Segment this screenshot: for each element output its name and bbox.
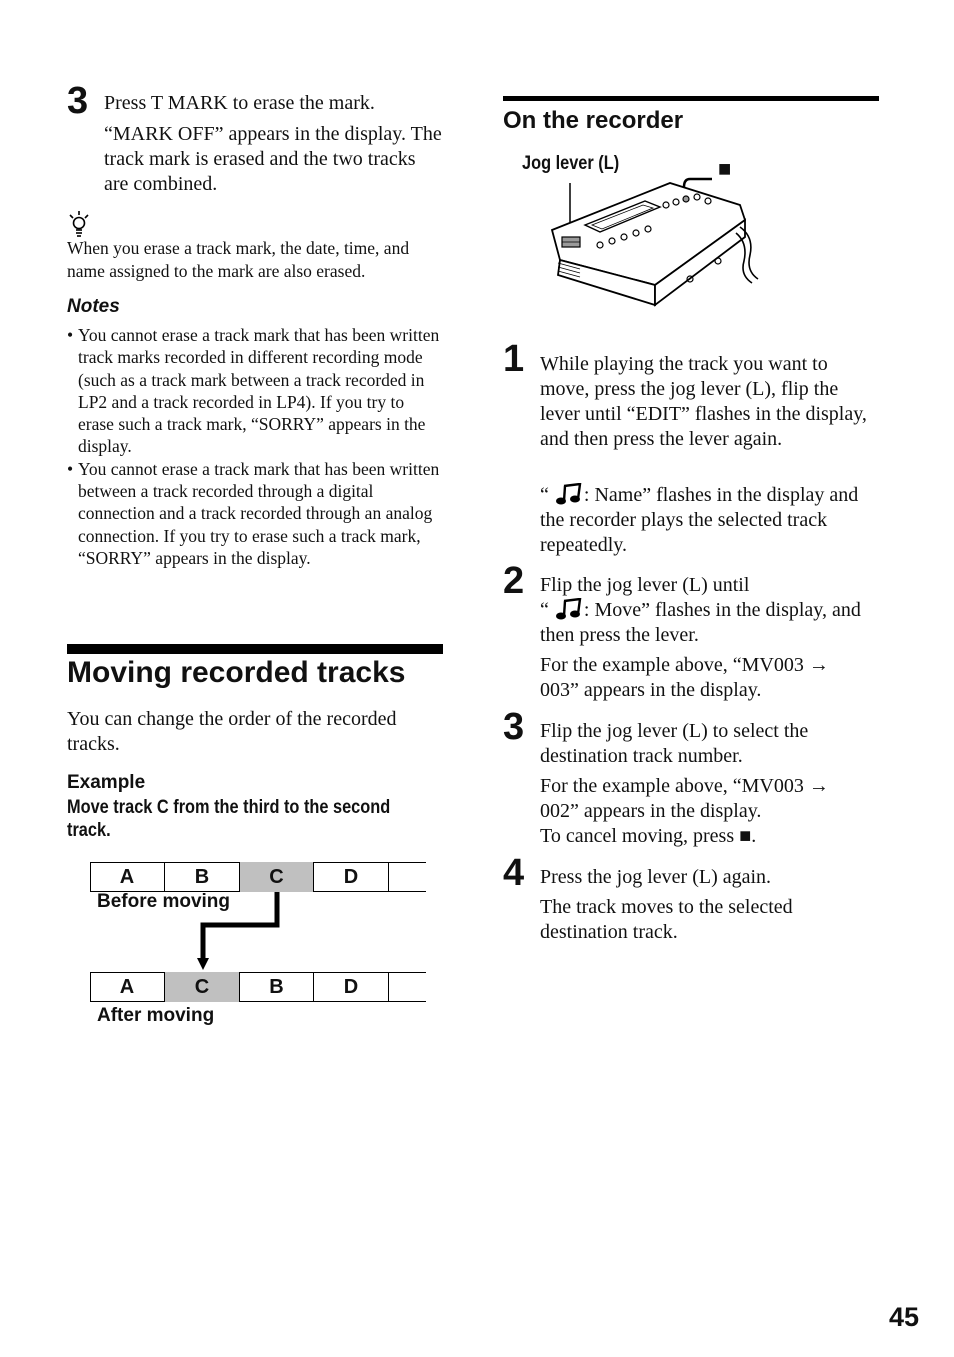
- section-title: Moving recorded tracks: [67, 656, 406, 689]
- track-cell: B: [240, 972, 314, 1002]
- step-result: [540, 483, 875, 558]
- lightbulb-icon: [67, 210, 91, 238]
- track-cell: D: [314, 972, 389, 1002]
- example-label: Example: [67, 772, 146, 793]
- step-number: 4: [503, 852, 525, 894]
- step-instruction: Press T MARK to erase the mark.: [104, 92, 375, 114]
- step-number: 3: [67, 80, 89, 122]
- quote-open: “: [540, 599, 549, 621]
- step-number: 2: [503, 560, 525, 602]
- recorder-illustration: [540, 175, 765, 315]
- step-instruction: Press the jog lever (L) again.: [540, 866, 772, 888]
- move-arrow-icon: [190, 892, 290, 974]
- track-cell: A: [90, 972, 165, 1002]
- step-number: 1: [503, 338, 525, 380]
- step-instruction: [540, 573, 875, 648]
- cancel-text: To cancel moving, press: [540, 825, 735, 847]
- track-cell: A: [90, 862, 165, 892]
- stop-button-label: ■: [718, 156, 732, 181]
- step-instruction: While playing the track you want to move, press the jog lever (L), flip the lever until “EDIT” flashes in the display, and then press the lever again.: [540, 353, 867, 450]
- step-result-part: 002” appears in the display.: [540, 800, 762, 822]
- notes-heading: Notes: [67, 296, 120, 317]
- music-note-icon: [554, 483, 584, 505]
- notes-list: [67, 324, 443, 569]
- example-description: Move track C from the third to the second track.: [67, 797, 391, 841]
- heading-rule: [503, 96, 879, 101]
- track-cell: D: [314, 862, 389, 892]
- section-rule: [67, 644, 443, 654]
- step-result: [540, 653, 875, 703]
- tip-text: When you erase a track mark, the date, time, and name assigned to the mark are also erased.: [67, 238, 410, 281]
- step-result-text: : Name” flashes in the display and the recorder plays the selected track repeatedly.: [540, 484, 859, 556]
- note-item: • You cannot erase a track mark that has been written between a track recorded through a digital connection and a track recorded through an analog connection. If you try to erase such a track mark, “SORRY” appears in the display.: [67, 458, 443, 569]
- track-cell-moved: C: [165, 972, 240, 1002]
- page-number: 45: [889, 1302, 920, 1332]
- step-result: The track moves to the selected destination track.: [540, 896, 793, 943]
- note-item: • You cannot erase a track mark that has been written track marks recorded in different recording mode (such as a track mark between a track recorded in LP2 and a track recorded in LP4). If you try to erase such a track mark, “SORRY” appears in the display.: [67, 324, 443, 458]
- track-cell-moving: C: [240, 862, 314, 892]
- step-result-part: For the example above, “MV003: [540, 775, 804, 797]
- quote-open: “: [540, 484, 549, 506]
- step-instruction: Flip the jog lever (L) to select the destination track number.: [540, 720, 809, 767]
- step-instruction-rest: : Move” flashes in the display, and then press the lever.: [540, 599, 861, 646]
- step-instruction-line1: Flip the jog lever (L) until: [540, 574, 750, 596]
- after-moving-label: After moving: [97, 1005, 215, 1026]
- track-cell: B: [165, 862, 240, 892]
- jog-lever-label: Jog lever (L): [522, 153, 620, 174]
- before-moving-label: Before moving: [97, 891, 231, 912]
- step-result-part: For the example above, “MV003: [540, 654, 804, 676]
- step-result: [540, 774, 875, 849]
- section-intro: You can change the order of the recorded tracks.: [67, 708, 397, 755]
- before-track-strip: [90, 862, 426, 892]
- step-result-part: 003” appears in the display.: [540, 679, 762, 701]
- step-result: “MARK OFF” appears in the display. The track mark is erased and the two tracks are combined.: [104, 123, 442, 195]
- cancel-period: .: [751, 825, 757, 847]
- stop-icon: ■: [739, 825, 752, 847]
- arrow-icon: →: [808, 654, 829, 676]
- after-track-strip: [90, 972, 426, 1002]
- music-note-icon: [554, 598, 584, 620]
- arrow-icon: →: [808, 775, 829, 797]
- step-number: 3: [503, 706, 525, 748]
- section-heading: On the recorder: [503, 107, 684, 134]
